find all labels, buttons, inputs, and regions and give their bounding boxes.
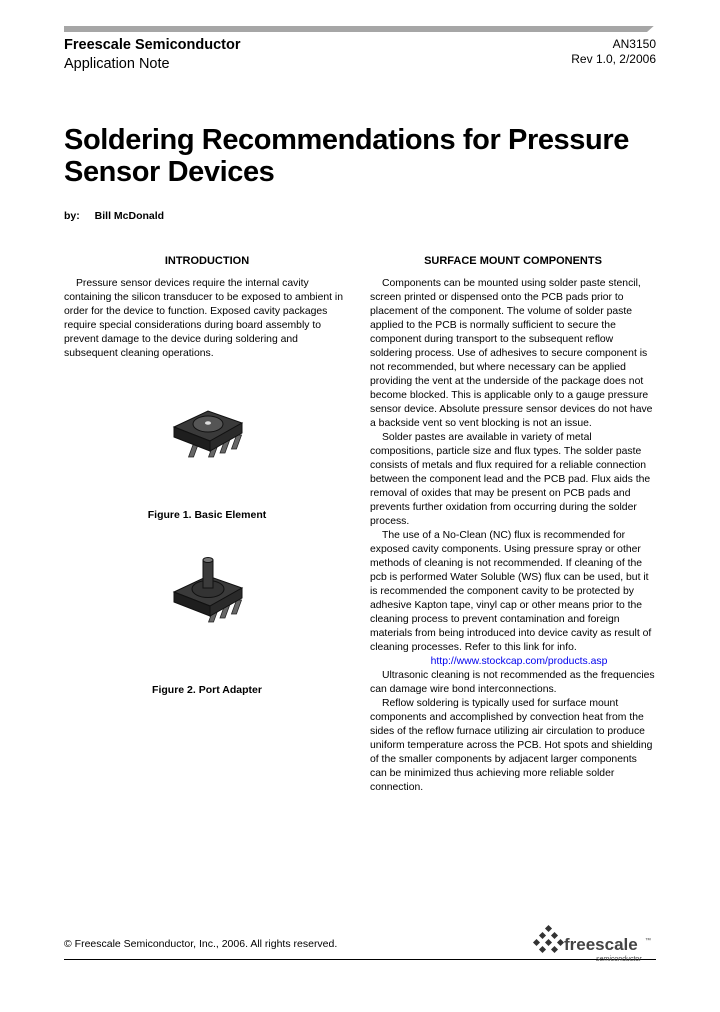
company-name: Freescale Semiconductor	[64, 37, 241, 53]
header-rule-notch	[647, 24, 656, 32]
vent-hole	[205, 421, 211, 425]
byline-label: by:	[64, 210, 80, 222]
smc-paragraph: The use of a No-Clean (NC) flux is recommended for exposed cavity components. Using pressure spray or other methods of cleaning is not recommended. If cleaning of the pcb is performed Water Soluble (WS) flux can be used, but it is recommended the component cavity to be protected by adhesive Kapton tape, vinyl cap or other means prior to the cleaning process to prevent contamination and foreign materials from being introduced into device cavity as result of cleaning processes. Refer to this link for info.	[370, 530, 652, 653]
copyright-notice: © Freescale Semiconductor, Inc., 2006. All rights reserved.	[64, 938, 338, 950]
smc-paragraph: Ultrasonic cleaning is not recommended as the frequencies can damage wire bond interconnections.	[370, 670, 655, 695]
smc-paragraph: Solder pastes are available in variety of metal compositions, particle size and flux types. The solder paste consists of metals and flux required for a reliable connection between the component lead and the PCB pad. Flux aids the removal of oxides that may be present on PCB pads and prevents further oxidation from occurring during the solder process.	[370, 432, 651, 527]
freescale-logo	[532, 924, 656, 966]
left-column	[64, 254, 350, 361]
logo-trademark: ™	[645, 938, 651, 944]
basic-element-figure	[108, 395, 308, 467]
port-adapter-figure	[108, 548, 308, 638]
freescale-dots-icon	[533, 925, 564, 953]
port-opening	[203, 558, 213, 563]
author: Bill McDonald	[94, 210, 165, 222]
right-column	[370, 254, 656, 795]
smc-paragraph: Reflow soldering is typically used for surface mount components and accomplished by convection heat from the sides of the reflow furnace utilizing air circulation to produce uniform temperature across the PCB. Hot spots and shielding of the smaller components by adjacent larger components can be minimized thus achieving more reliable solder connection.	[370, 698, 653, 793]
smc-heading: SURFACE MOUNT COMPONENTS	[424, 255, 602, 267]
logo-subtext: semiconductor	[596, 956, 642, 963]
document-id: AN3150	[612, 37, 656, 51]
stockcap-link[interactable]: http://www.stockcap.com/products.asp	[430, 656, 608, 667]
revision: Rev 1.0, 2/2006	[571, 52, 656, 66]
introduction-paragraph: Pressure sensor devices require the internal cavity containing the silicon transducer to be exposed to ambient in order for the device to function. Exposed cavity packages require special considerations during board assembly to prevent damage to the device during soldering and subsequent cleaning operations.	[64, 278, 343, 359]
logo-wordmark: freescale	[564, 935, 638, 954]
document-type: Application Note	[64, 56, 170, 72]
figure-1-caption: Figure 1. Basic Element	[147, 509, 267, 521]
smc-paragraph: Components can be mounted using solder paste stencil, screen printed or dispensed onto the PCB pads prior to placement of the component. The volume of solder paste applied to the PCB is normally sufficient to secure the component during transport to the subsequent reflow soldering process. Use of adhesives to secure component is not recommended, but where necessary can be applied providing the vent at the underside of the package does not become blocked. This is applicable only to a gauge pressure sensor device. Absolute pressure sensor devices do not have a backside vent so vent blocking is not an issue.	[370, 278, 653, 429]
header-rule	[64, 26, 656, 32]
byline	[64, 210, 164, 222]
page-title: Soldering Recommendations for Pressure Sensor Devices	[64, 124, 629, 188]
figure-2-caption: Figure 2. Port Adapter	[152, 684, 262, 696]
port-tube	[203, 560, 213, 588]
introduction-heading: INTRODUCTION	[164, 255, 250, 267]
